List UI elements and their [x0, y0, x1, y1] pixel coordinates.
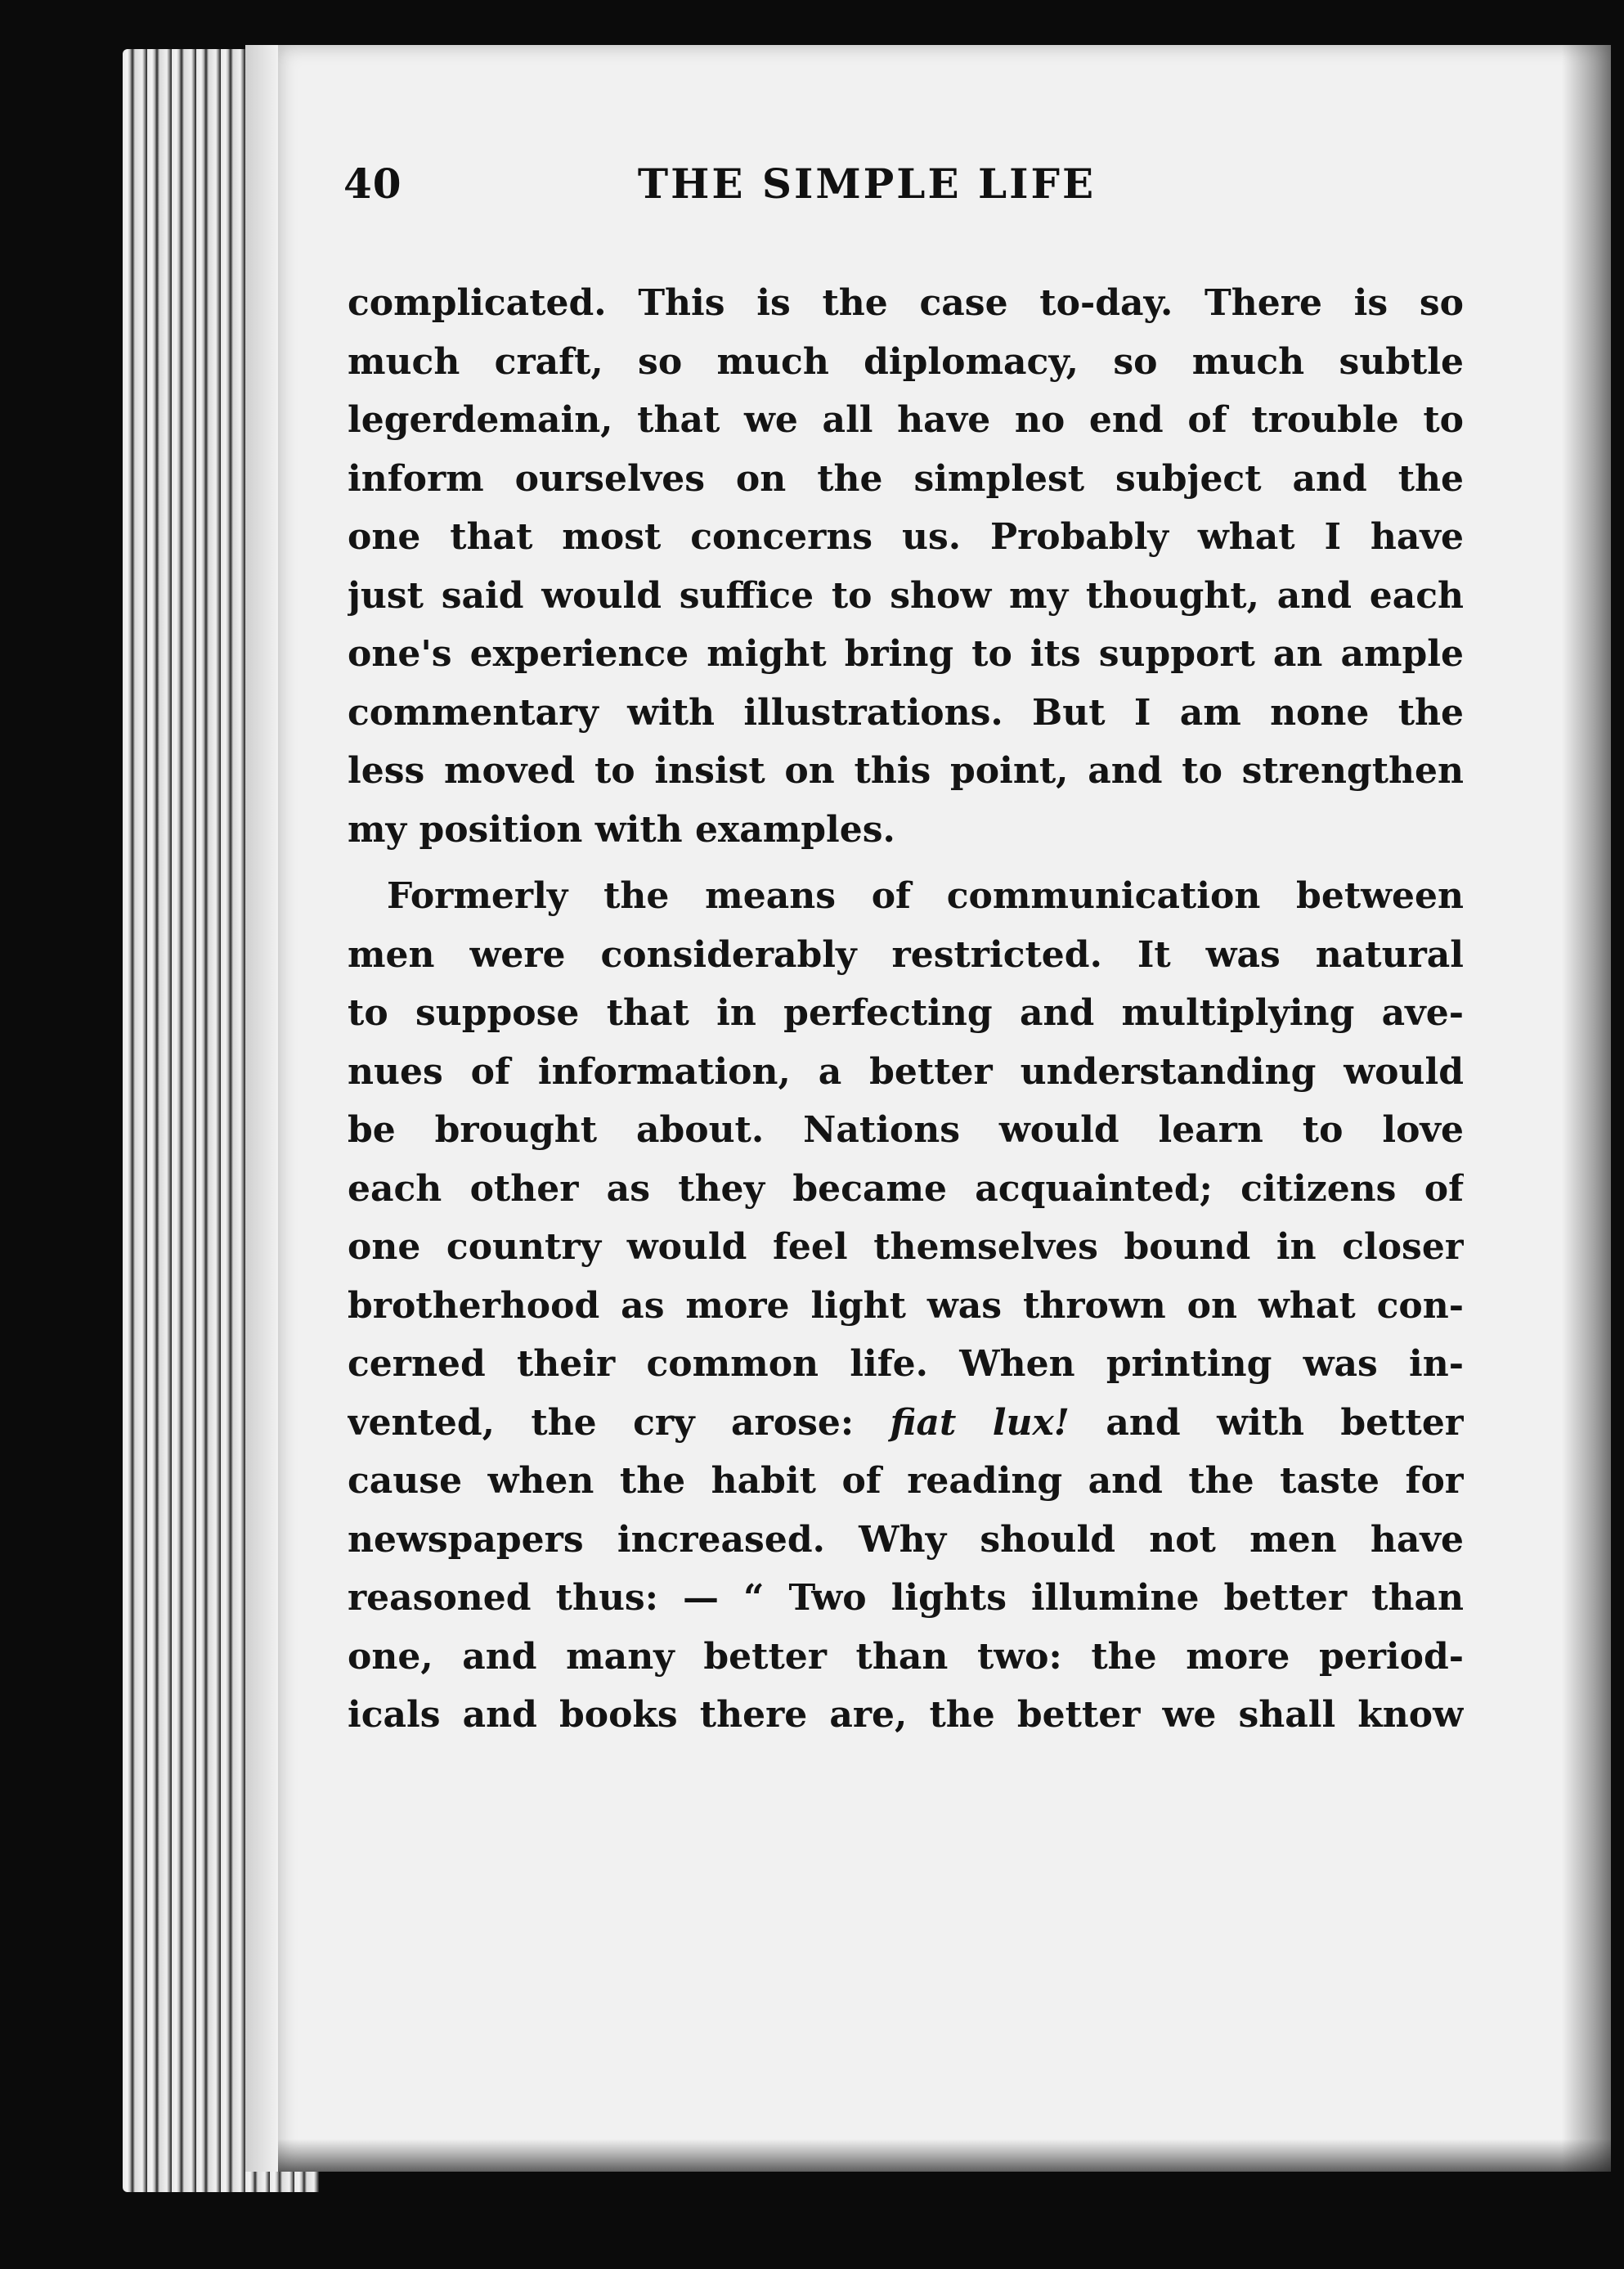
- text-segment: vented, the cry arose:: [348, 1401, 891, 1444]
- text-line: complicated. This is the case to-day. There is so: [348, 282, 1464, 324]
- text-line: one, and many better than two: the more period-: [348, 1635, 1464, 1678]
- text-line: commentary with illustrations. But I am none the: [348, 691, 1464, 734]
- text-line: be brought about. Nations would learn to love: [348, 1109, 1464, 1151]
- text-line: men were considerably restricted. It was natural: [348, 933, 1464, 976]
- text-line-italic-phrase: [348, 1394, 1464, 1453]
- latin-phrase: fiat lux!: [890, 1401, 1070, 1444]
- text-line: one that most concerns us. Probably what I have: [348, 516, 1464, 558]
- body-text: [348, 274, 1464, 1745]
- text-line: legerdemain, that we all have no end of trouble to: [348, 399, 1464, 441]
- paragraph-gap: [348, 859, 1464, 867]
- text-line: reasoned thus: — “ Two lights illumine better than: [348, 1577, 1464, 1619]
- text-line: newspapers increased. Why should not men have: [348, 1518, 1464, 1561]
- page-bottom-shadow: [278, 2139, 1611, 2172]
- page-right-shadow: [1562, 45, 1611, 2172]
- text-line: icals and books there are, the better we shall know: [348, 1694, 1464, 1736]
- text-line: much craft, so much diplomacy, so much subtle: [348, 340, 1464, 383]
- text-line: one country would feel themselves bound in closer: [348, 1226, 1464, 1268]
- running-title: THE SIMPLE LIFE: [637, 160, 1097, 208]
- text-line: cause when the habit of reading and the taste for: [348, 1460, 1464, 1502]
- text-line: brotherhood as more light was thrown on what con-: [348, 1284, 1464, 1327]
- text-line: Formerly the means of communication between: [387, 875, 1464, 917]
- text-line: just said would suffice to show my thought, and each: [348, 574, 1464, 617]
- text-line: nues of information, a better understanding would: [348, 1050, 1464, 1093]
- text-line: less moved to insist on this point, and to strengthen: [348, 750, 1464, 792]
- text-line: one's experience might bring to its support an ample: [348, 633, 1464, 675]
- text-segment: and with better: [1070, 1401, 1464, 1444]
- text-line: my position with examples.: [348, 808, 895, 851]
- text-line: inform ourselves on the simplest subject and the: [348, 457, 1464, 500]
- page-number: 40: [343, 160, 402, 208]
- running-head: [343, 160, 1341, 233]
- text-line: each other as they became acquainted; citizens of: [348, 1167, 1464, 1210]
- text-line: cerned their common life. When printing was in-: [348, 1343, 1464, 1385]
- text-line: to suppose that in perfecting and multiplying ave-: [348, 992, 1464, 1034]
